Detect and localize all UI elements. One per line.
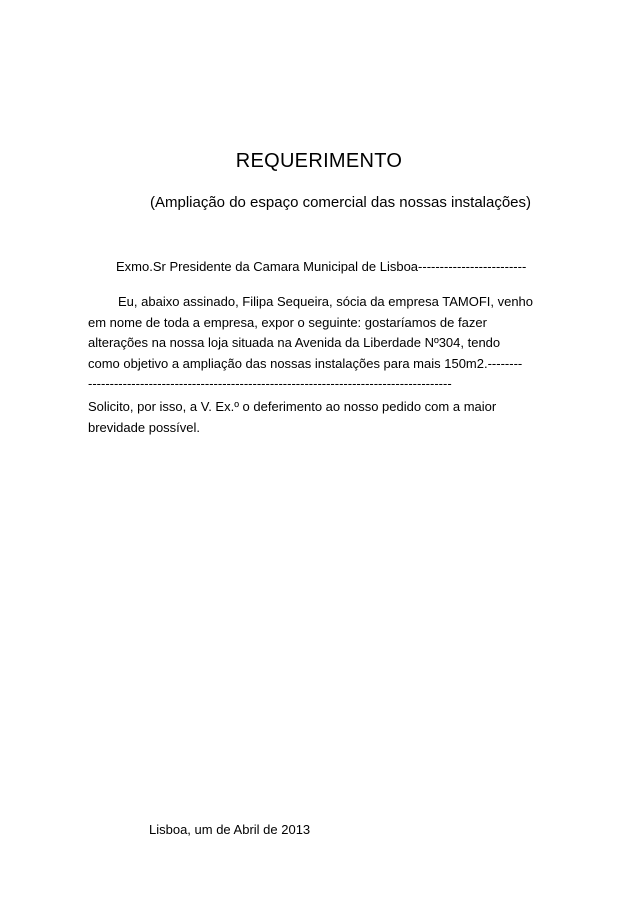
body-line: como objetivo a ampliação das nossas instalações para mais 150m2.-------- xyxy=(88,355,523,371)
closing-line: brevidade possível. xyxy=(88,419,201,435)
body-line: Eu, abaixo assinado, Filipa Sequeira, sócia da empresa TAMOFI, venho xyxy=(118,294,534,309)
salutation-line: Exmo.Sr Presidente da Camara Municipal de Lisboa------------------------- xyxy=(116,259,527,274)
body-line: ------------------------------------------------------------------------------------ xyxy=(88,376,452,392)
document-subtitle: (Ampliação do espaço comercial das nossas instalações) xyxy=(150,194,532,211)
body-line: em nome de toda a empresa, expor o seguinte: gostaríamos de fazer xyxy=(88,314,487,330)
place-date: Lisboa, um de Abril de 2013 xyxy=(149,822,311,837)
document-title: REQUERIMENTO xyxy=(235,150,403,172)
closing-paragraph xyxy=(88,397,554,438)
closing-line: Solicito, por isso, a V. Ex.º o deferimento ao nosso pedido com a maior xyxy=(88,399,497,414)
body-line: alterações na nossa loja situada na Avenida da Liberdade Nº304, tendo xyxy=(88,335,501,351)
request-body xyxy=(88,292,554,395)
